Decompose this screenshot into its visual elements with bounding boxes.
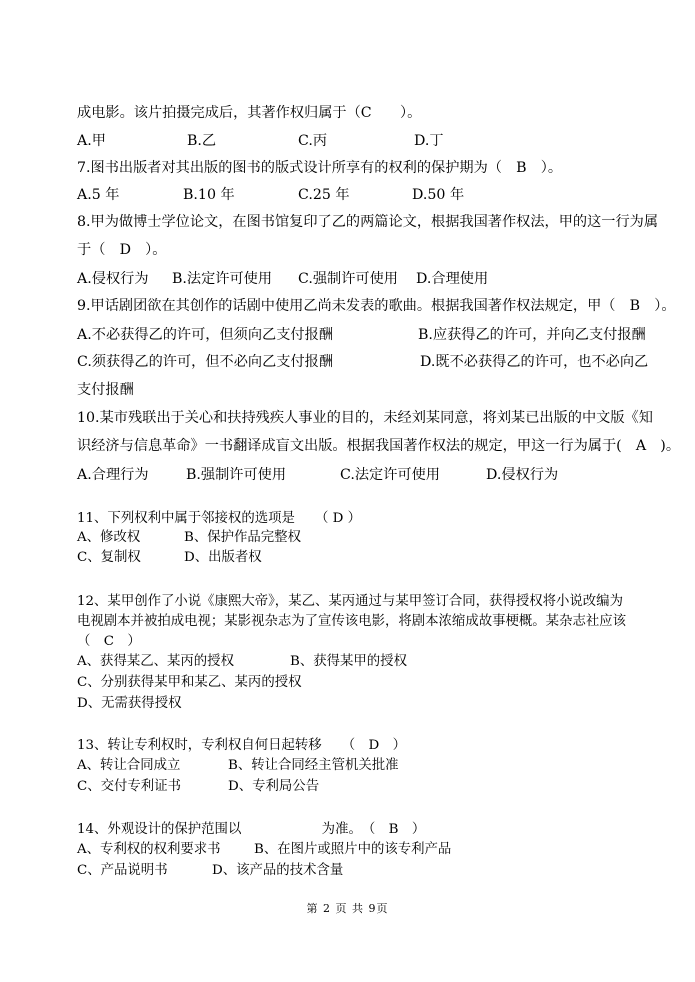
q10-stem-line1: 10.某市残联出于关心和扶持残疾人事业的目的，未经刘某同意，将刘某已出版的中文版《知 xyxy=(77,410,653,426)
q14-option-a: A、专利权的权利要求书 xyxy=(77,842,221,857)
q13-stem: 13、转让专利权时，专利权自何日起转移 （ D ） xyxy=(77,738,407,753)
q8-stem-line1: 8.甲为做博士学位论文，在图书馆复印了乙的两篇论文，根据我国著作权法，甲的这一行为属 xyxy=(77,214,659,230)
q8-option-b: B.法定许可使用 xyxy=(172,271,273,287)
q10-option-c: C.法定许可使用 xyxy=(340,467,440,483)
q6-option-a: A.甲 xyxy=(77,133,106,149)
q8-option-c: C.强制许可使用 xyxy=(298,271,398,287)
q7-option-b: B.10 年 xyxy=(183,187,235,203)
q11-option-d: D、出版者权 xyxy=(184,550,262,565)
q13-option-a: A、转让合同成立 xyxy=(77,758,181,773)
q14-option-b: B、在图片或照片中的该专利产品 xyxy=(254,842,452,857)
q12-stem-line1: 12、某甲创作了小说《康熙大帝》，某乙、某丙通过与某甲签订合同，获得授权将小说改编为 xyxy=(77,594,623,609)
q11-option-b: B、保护作品完整权 xyxy=(184,530,301,545)
q8-option-d: D.合理使用 xyxy=(416,271,489,287)
q12-option-d: D、无需获得授权 xyxy=(77,696,182,711)
q9-option-b: B.应获得乙的许可，并向乙支付报酬 xyxy=(418,327,646,343)
q7-option-a: A.5 年 xyxy=(77,187,120,203)
q7-option-c: C.25 年 xyxy=(298,187,350,203)
q14-option-d: D、该产品的技术含量 xyxy=(212,863,344,878)
q9-stem: 9.甲话剧团欲在其创作的话剧中使用乙尚未发表的歌曲。根据我国著作权法规定，甲（ B ）。 xyxy=(77,298,676,314)
q14-stem: 14、外观设计的保护范围以 为准。 （ B ） xyxy=(77,822,426,837)
q11-option-a: A、修改权 xyxy=(77,530,141,545)
q12-option-b: B、获得某甲的授权 xyxy=(290,654,407,669)
q9-option-c: C.须获得乙的许可，但不必向乙支付报酬 xyxy=(77,354,334,370)
q12-option-a: A、获得某乙、某丙的授权 xyxy=(77,654,234,669)
q10-option-d: D.侵权行为 xyxy=(486,467,559,483)
q6-stem-continuation: 成电影。该片拍摄完成后，其著作权归属于（C ）。 xyxy=(77,105,422,121)
q9-option-d: D.既不必获得乙的许可，也不必向乙 xyxy=(420,354,649,370)
q13-option-b: B、转让合同经主管机关批准 xyxy=(228,758,399,773)
page-footer: 第 2 页 共 9页 xyxy=(306,902,389,915)
q7-stem: 7.图书出版者对其出版的图书的版式设计所享有的权利的保护期为（ B ）。 xyxy=(77,160,563,176)
q13-option-c: C、交付专利证书 xyxy=(77,779,181,794)
q11-stem: 11、下列权利中属于邻接权的选项是 （ D ） xyxy=(77,511,362,526)
q7-option-d: D.50 年 xyxy=(412,187,465,203)
q13-option-d: D、专利局公告 xyxy=(228,779,320,794)
q6-option-b: B.乙 xyxy=(187,133,217,149)
q14-option-c: C、产品说明书 xyxy=(77,863,168,878)
q10-option-a: A.合理行为 xyxy=(77,467,149,483)
q12-option-c: C、分别获得某甲和某乙、某丙的授权 xyxy=(77,675,302,690)
q6-option-d: D.丁 xyxy=(414,133,444,149)
q11-option-c: C、复制权 xyxy=(77,550,141,565)
q8-option-a: A.侵权行为 xyxy=(77,271,149,287)
q12-stem-line3: （ C ） xyxy=(77,634,141,649)
q6-option-c: C.丙 xyxy=(298,133,328,149)
q8-stem-line2: 于（ D ）。 xyxy=(77,242,167,258)
q12-stem-line2: 电视剧本并被拍成电视；某影视杂志为了宣传该电影，将剧本浓缩成故事梗概。某杂志社应该 xyxy=(77,614,627,629)
q10-stem-line2: 识经济与信息革命》一书翻译成盲文出版。根据我国著作权法的规定，甲这一行为属于( A )。 xyxy=(77,438,681,454)
q9-option-d-continuation: 支付报酬 xyxy=(77,382,134,398)
q9-option-a: A.不必获得乙的许可，但须向乙支付报酬 xyxy=(77,327,333,343)
q10-option-b: B.强制许可使用 xyxy=(186,467,287,483)
